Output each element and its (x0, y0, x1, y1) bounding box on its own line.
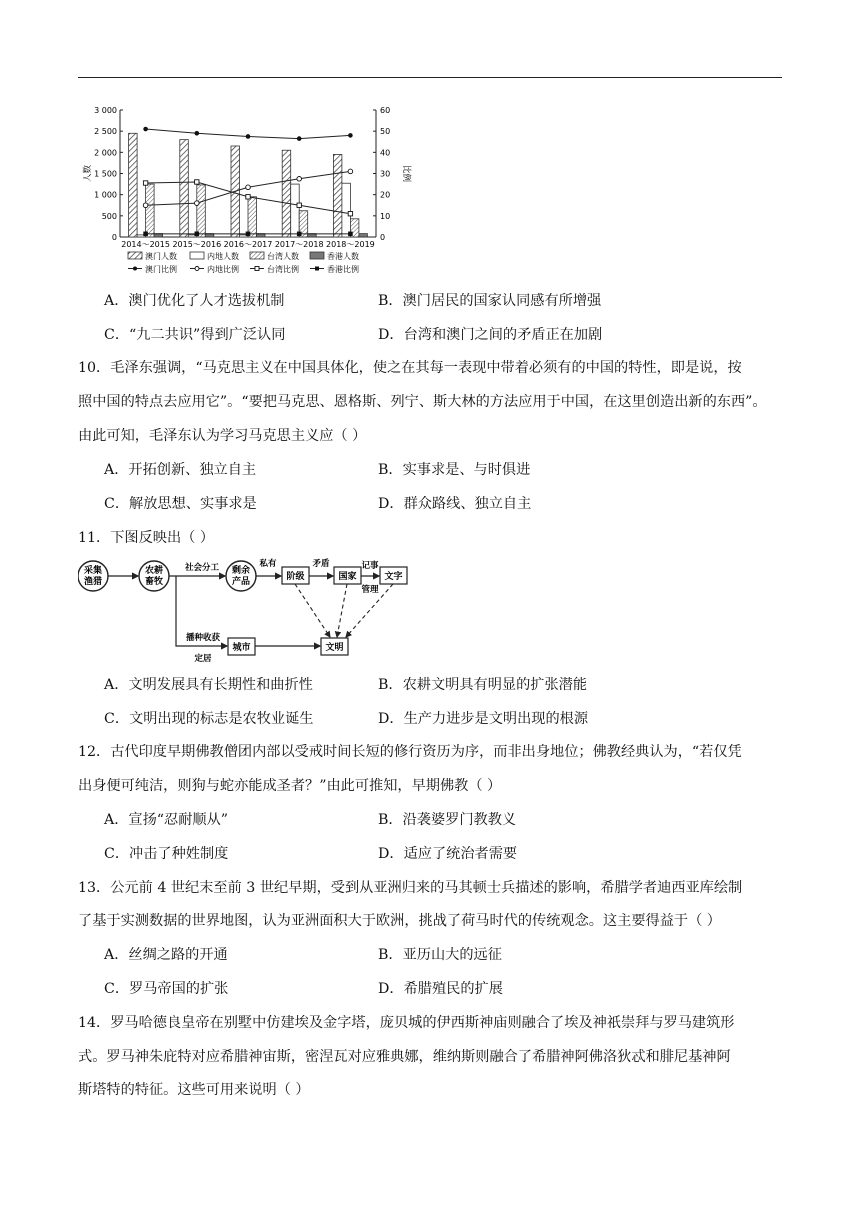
y2-tick-label: 10 (380, 211, 391, 221)
q12-option-d: D．适应了统治者需要 (378, 846, 518, 862)
y2-tick-label: 50 (380, 127, 391, 137)
node-farming (139, 561, 169, 591)
legend-marker (255, 267, 259, 271)
y-axis-label: 人数 (83, 164, 93, 183)
point-香港比例 (143, 232, 148, 237)
point-台湾比例 (246, 195, 250, 199)
label-record: 记事 (361, 561, 379, 571)
point-澳门比例 (348, 133, 353, 138)
label-settle: 定居 (194, 654, 212, 664)
point-内地比例 (297, 176, 302, 181)
q10-stem-line3: 由此可知，毛泽东认为学习马克思主义应（ ） (78, 428, 367, 444)
y-tick-label: 500 (101, 211, 117, 221)
q10-option-a: A．开拓创新、独立自主 (104, 462, 257, 478)
point-内地比例 (246, 185, 251, 190)
legend-label: 香港比例 (327, 265, 359, 274)
point-台湾比例 (348, 212, 352, 216)
civilization-flow-diagram (78, 558, 418, 668)
node-gathering (78, 561, 108, 591)
y-tick-label: 1 000 (94, 190, 117, 200)
label-sow-harvest: 播种收获 (185, 633, 221, 643)
q10-stem-line1: 10．毛泽东强调，“马克思主义在中国具体化，使之在其每一表现中带着必须有的中国的特性，即是说，按 (78, 360, 742, 376)
x-tick-label: 2014～2015 (121, 240, 170, 249)
q14-stem-line2: 式。罗马神朱庇特对应希腊神宙斯，密涅瓦对应雅典娜，维纳斯则融合了希腊神阿佛洛狄忒和腓尼基神阿 (78, 1049, 731, 1065)
legend-label: 台湾比例 (267, 265, 299, 274)
y-tick-label: 2 500 (94, 127, 117, 137)
q13-option-c: C．罗马帝国的扩张 (104, 981, 229, 997)
q11-option-c: C．文明出现的标志是农牧业诞生 (104, 711, 314, 727)
q11-option-a: A．文明发展具有长期性和曲折性 (104, 677, 313, 693)
bar-台湾人数 (146, 184, 155, 237)
legend-marker (195, 267, 199, 271)
y2-axis-label: 比例 (401, 164, 411, 183)
point-台湾比例 (143, 181, 147, 185)
bar-台湾人数 (248, 197, 257, 237)
legend-swatch (128, 252, 142, 259)
node-state (334, 567, 361, 584)
y2-tick-label: 30 (380, 169, 391, 179)
y2-tick-label: 40 (380, 148, 391, 158)
legend-label: 台湾人数 (267, 252, 299, 261)
bar-澳门人数 (129, 133, 138, 237)
point-澳门比例 (143, 127, 148, 132)
q12-option-b: B．沿袭婆罗门教教义 (378, 812, 517, 828)
y-tick-label: 3 000 (94, 106, 117, 115)
legend-label: 内地比例 (207, 265, 239, 274)
point-内地比例 (143, 203, 148, 208)
point-香港比例 (348, 232, 353, 237)
q10-stem-line2: 照中国的特点去应用它”。“要把马克思、恩格斯、列宁、斯大林的方法应用于中国，在这里创造出新的东西”。 (78, 394, 767, 410)
bar-台湾人数 (197, 185, 206, 237)
y-tick-label: 2 000 (94, 148, 117, 158)
y2-tick-label: 0 (380, 233, 386, 242)
svg-text:采集: 采集 (83, 566, 103, 576)
y2-tick-label: 20 (380, 190, 391, 200)
q12-option-c: C．冲击了种姓制度 (104, 846, 229, 862)
legend-swatch (250, 252, 264, 259)
svg-text:畜牧: 畜牧 (144, 577, 164, 587)
bar-澳门人数 (333, 154, 342, 237)
svg-text:阶级: 阶级 (286, 572, 305, 582)
node-writing (380, 567, 407, 584)
svg-text:文字: 文字 (384, 572, 403, 582)
q13-option-d: D．希腊殖民的扩展 (378, 981, 503, 997)
q13-stem-line1: 13．公元前 4 世纪末至前 3 世纪早期，受到从亚洲归来的马其顿士兵描述的影响，希腊学者迪西亚库绘制 (78, 880, 743, 896)
bar-澳门人数 (180, 140, 189, 237)
svg-text:渔猎: 渔猎 (83, 577, 103, 587)
legend-label: 内地人数 (207, 252, 239, 261)
q9-option-a: A．澳门优化了人才选拔机制 (104, 293, 285, 309)
svg-text:产品: 产品 (231, 577, 251, 587)
svg-text:城市: 城市 (232, 643, 251, 653)
q9-option-b: B．澳门居民的国家认同感有所增强 (378, 293, 602, 309)
label-private: 私有 (259, 559, 277, 569)
q14-stem-line1: 14．罗马哈德良皇帝在别墅中仿建埃及金字塔，庞贝城的伊西斯神庙则融合了埃及神祇崇拜与罗马建筑形 (78, 1015, 735, 1031)
point-台湾比例 (195, 180, 199, 184)
q10-option-b: B．实事求是、与时俱进 (378, 462, 531, 478)
point-内地比例 (348, 169, 353, 174)
svg-text:剩余: 剩余 (231, 566, 251, 576)
x-tick-label: 2015～2016 (172, 240, 222, 249)
x-tick-label: 2016～2017 (223, 240, 273, 249)
q12-stem-line2: 出身便可纯洁，则狗与蛇亦能成圣者？”由此可推知，早期佛教（ ） (78, 778, 502, 794)
q11-stem: 11．下图反映出（ ） (78, 530, 215, 546)
y-tick-label: 0 (111, 233, 117, 242)
x-tick-label: 2018～2019 (326, 240, 375, 249)
q11-option-d: D．生产力进步是文明出现的根源 (378, 711, 589, 727)
legend-label: 香港人数 (327, 252, 359, 261)
point-澳门比例 (195, 131, 200, 136)
point-台湾比例 (297, 203, 301, 207)
q12-option-a: A．宣扬“忍耐顺从” (104, 812, 229, 828)
legend-label: 澳门比例 (145, 265, 177, 274)
legend-marker (315, 267, 319, 271)
legend-marker (133, 267, 137, 271)
node-city (228, 638, 255, 655)
q13-option-b: B．亚历山大的远征 (378, 947, 502, 963)
label-division-of-labor: 社会分工 (184, 563, 220, 573)
point-澳门比例 (246, 134, 251, 139)
bar-内地人数 (342, 183, 351, 237)
point-香港比例 (195, 232, 200, 237)
legend-label: 澳门人数 (145, 252, 177, 261)
q10-option-d: D．群众路线、独立自主 (378, 496, 532, 512)
point-澳门比例 (297, 136, 302, 141)
node-class (282, 567, 309, 584)
q9-option-c: C．“九二共识”得到广泛认同 (104, 327, 286, 343)
point-内地比例 (195, 201, 200, 206)
label-manage: 管理 (361, 585, 379, 595)
y-tick-label: 1 500 (94, 169, 117, 179)
svg-text:文明: 文明 (325, 643, 344, 653)
edge-state-civilization (337, 584, 347, 637)
q13-stem-line2: 了基于实测数据的世界地图，认为亚洲面积大于欧洲，挑战了荷马时代的传统观念。这主要得益于（ ） (78, 913, 721, 929)
bar-香港人数 (359, 234, 368, 237)
q9-option-d: D．台湾和澳门之间的矛盾正在加剧 (378, 327, 603, 343)
q12-stem-line1: 12．古代印度早期佛教僧团内部以受戒时间长短的修行资历为序，而非出身地位；佛教经典认为，“若仅凭 (78, 744, 742, 760)
y2-tick-label: 60 (380, 106, 391, 115)
node-civilization (321, 638, 348, 655)
q11-option-b: B．农耕文明具有明显的扩张潜能 (378, 677, 588, 693)
edge-class-civilization (295, 584, 330, 637)
legend-swatch (310, 252, 324, 259)
point-香港比例 (246, 232, 251, 237)
bar-内地人数 (291, 184, 300, 237)
header-rule (78, 77, 782, 78)
q13-option-a: A．丝绸之路的开通 (104, 947, 228, 963)
q10-option-c: C．解放思想、实事求是 (104, 496, 257, 512)
label-conflict: 矛盾 (312, 559, 330, 569)
legend-swatch (190, 252, 204, 259)
point-香港比例 (297, 232, 302, 237)
node-surplus (226, 561, 256, 591)
x-tick-label: 2017～2018 (274, 240, 324, 249)
svg-text:农耕: 农耕 (144, 566, 164, 576)
q14-stem-line3: 斯塔特的特征。这些可用来说明（ ） (78, 1082, 310, 1098)
svg-text:国家: 国家 (338, 572, 357, 582)
talent-chart (78, 100, 418, 282)
bar-澳门人数 (282, 150, 291, 237)
